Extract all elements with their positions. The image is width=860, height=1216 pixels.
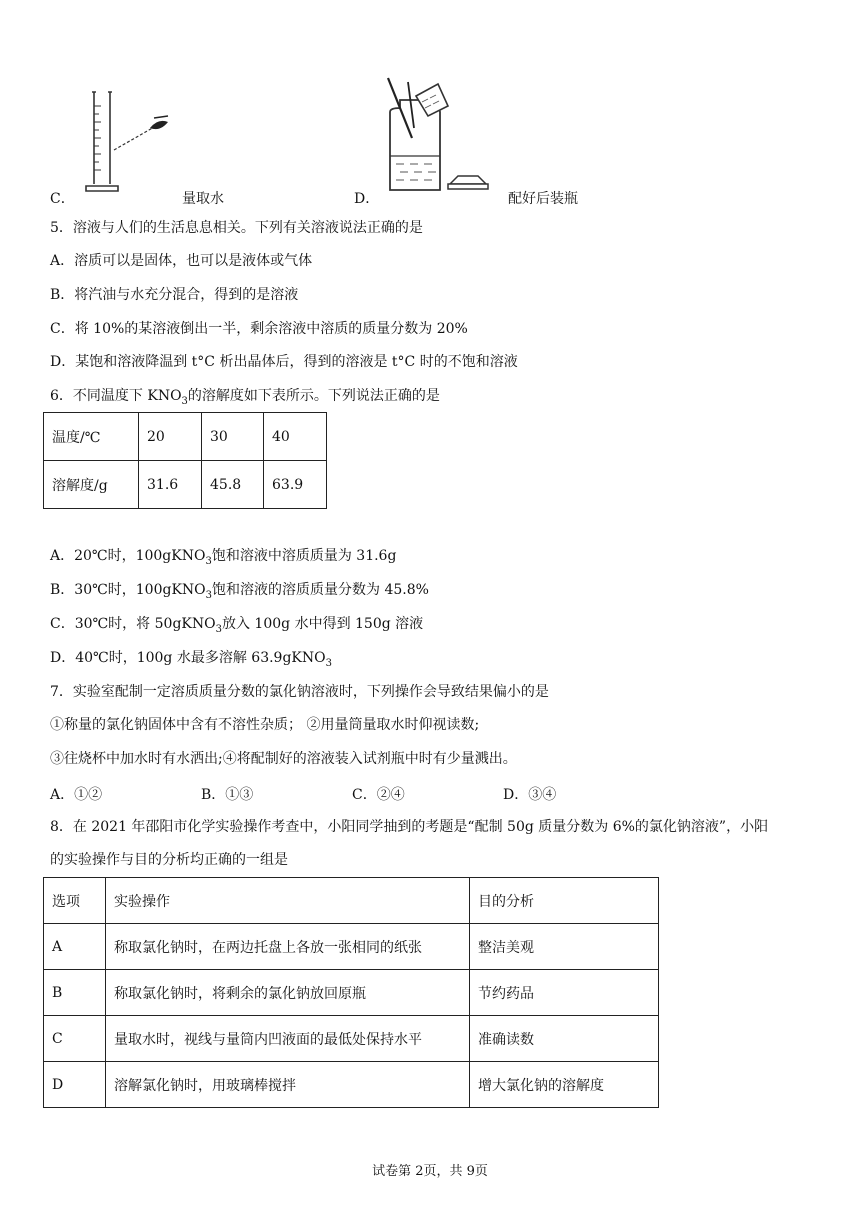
option-subscript: 3 [205,555,212,567]
option-c-letter: C． [50,191,75,207]
table-cell: 称取氯化钠时，将剩余的氯化钠放回原瓶 [106,970,470,1016]
option-text: D．40℃时，100g 水最多溶解 63.9gKNO [50,650,326,666]
experiment-table [43,877,659,1108]
table-cell: 63.9 [264,461,327,509]
table-cell: B [44,970,106,1016]
option-text: B．30℃时，100gKNO [50,582,206,598]
table-header-cell: 实验操作 [106,878,470,924]
table-cell: 节约药品 [470,970,659,1016]
table-cell: 31.6 [139,461,202,509]
q8-stem-line2: 的实验操作与目的分析均正确的一组是 [50,852,288,868]
q7-option-b: B．①③ [201,787,254,803]
q5-option-b: B．将汽油与水充分混合，得到的是溶液 [50,287,299,303]
option-text-end: 放入 100g 水中得到 150g 溶液 [221,616,424,632]
table-cell: 20 [139,413,202,461]
q6-stem [50,387,440,405]
table-cell: 溶解氯化钠时，用玻璃棒搅拌 [106,1062,470,1108]
option-d-caption: 配好后装瓶 [508,191,578,207]
table-row [44,1062,659,1108]
option-text: C．30℃时，将 50gKNO [50,616,216,632]
table-row [44,461,327,509]
q7-items-line2: ③往烧杯中加水时有水洒出;④将配制好的溶液装入试剂瓶中时有少量溅出。 [50,751,517,767]
q6-stem-subscript: 3 [181,395,188,407]
table-cell: 增大氯化钠的溶解度 [470,1062,659,1108]
q6-option-b [50,581,429,599]
option-subscript: 3 [325,657,332,669]
option-subscript: 3 [215,623,222,635]
table-cell: 温度/℃ [44,413,139,461]
q5-option-d: D．某饱和溶液降温到 t°C 析出晶体后，得到的溶液是 t°C 时的不饱和溶液 [50,354,518,370]
q6-stem-text-end: 的溶解度如下表所示。下列说法正确的是 [187,388,440,404]
table-row [44,413,327,461]
table-row [44,878,659,924]
table-cell: 40 [264,413,327,461]
q6-option-c [50,615,423,633]
table-cell: 量取水时，视线与量筒内凹液面的最低处保持水平 [106,1016,470,1062]
q7-option-d: D．③④ [503,787,557,803]
q5-stem: 5．溶液与人们的生活息息相关。下列有关溶液说法正确的是 [50,220,423,236]
bottle-pouring-figure [378,72,498,200]
q5-option-c: C．将 10%的某溶液倒出一半，剩余溶液中溶质的质量分数为 20% [50,321,468,337]
table-cell: 准确读数 [470,1016,659,1062]
option-c-caption: 量取水 [182,191,224,207]
table-cell: 45.8 [202,461,264,509]
table-cell: A [44,924,106,970]
table-header-cell: 目的分析 [470,878,659,924]
q6-option-d [50,649,332,667]
table-cell: 30 [202,413,264,461]
table-cell: 整洁美观 [470,924,659,970]
page-footer: 试卷第 2页，共 9页 [372,1164,488,1179]
option-d-letter: D． [354,191,380,207]
graduated-cylinder-figure [84,88,184,198]
option-text: A．20℃时，100gKNO [50,548,206,564]
table-row [44,1016,659,1062]
solubility-table [43,412,327,509]
option-text-end: 饱和溶液中溶质质量为 31.6g [211,548,397,564]
table-row [44,924,659,970]
q5-option-a: A．溶质可以是固体，也可以是液体或气体 [50,253,313,269]
q7-option-c: C．②④ [352,787,405,803]
q8-stem-line1: 8．在 2021 年邵阳市化学实验操作考查中，小阳同学抽到的考题是“配制 50g 质量分数为 6%的氯化钠溶液”，小阳 [50,819,769,835]
table-header-cell: 选项 [44,878,106,924]
table-cell: D [44,1062,106,1108]
q7-items-line1: ①称量的氯化钠固体中含有不溶性杂质； ②用量筒量取水时仰视读数; [50,717,480,733]
q7-option-a: A．①② [50,787,103,803]
table-cell: C [44,1016,106,1062]
table-cell: 溶解度/g [44,461,139,509]
q7-stem: 7．实验室配制一定溶质质量分数的氯化钠溶液时，下列操作会导致结果偏小的是 [50,684,549,700]
table-row [44,970,659,1016]
option-subscript: 3 [205,589,213,601]
q6-option-a [50,547,396,565]
q6-stem-text: 6．不同温度下 KNO [50,388,182,404]
table-cell: 称取氯化钠时，在两边托盘上各放一张相同的纸张 [106,924,470,970]
option-text-end: 饱和溶液的溶质质量分数为 45.8% [212,582,429,598]
